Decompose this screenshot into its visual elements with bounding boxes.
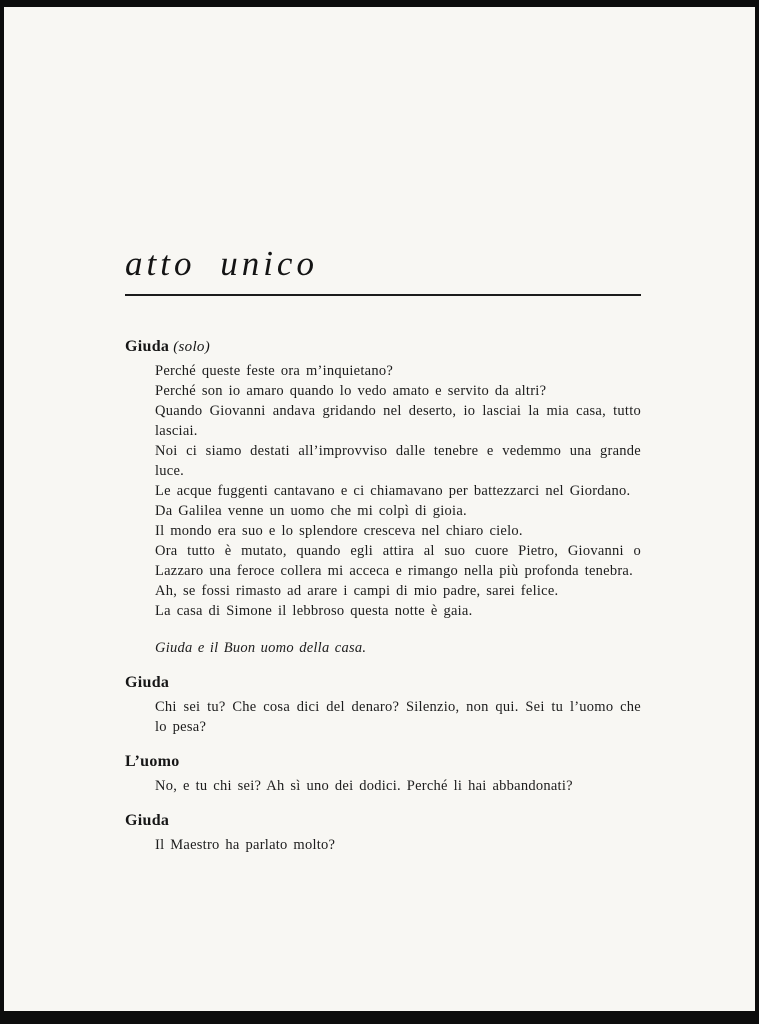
speech-paragraph: No, e tu chi sei? Ah sì uno dei dodici. Perché li hai abbandonati?: [155, 777, 573, 794]
speech-paragraph: La casa di Simone il lebbroso questa notte è gaia.: [155, 602, 473, 619]
speech-paragraph: Chi sei tu? Che cosa dici del denaro? Silenzio, non qui. Sei tu l’uomo che lo pesa?: [155, 698, 641, 735]
speech-block: [125, 674, 641, 737]
stage-direction: Giuda e il Buon uomo della casa.: [155, 639, 367, 656]
speech-block: [125, 753, 641, 796]
speech-paragraphs: [155, 361, 641, 621]
act-title: atto unico: [125, 244, 318, 283]
speaker-name: Giuda (solo): [125, 337, 211, 355]
speech-paragraphs: [155, 835, 641, 855]
speech-paragraph: Ora tutto è mutato, quando egli attira al suo cuore Pietro, Giovanni o Lazzaro una feroce collera mi acceca e rimango nella più profonda tenebra.: [155, 542, 641, 579]
speech-block: [125, 338, 641, 621]
speech-paragraph: Da Galilea venne un uomo che mi colpì di gioia.: [155, 502, 467, 519]
speech-block: [125, 812, 641, 855]
speaker-name: Giuda: [125, 811, 170, 829]
speaker-name: Giuda: [125, 673, 170, 691]
text-column: [125, 7, 641, 855]
speech-paragraph: Ah, se fossi rimasto ad arare i campi di mio padre, sarei felice.: [155, 582, 559, 599]
book-page: [4, 7, 755, 1011]
speaker-note: (solo): [169, 338, 211, 355]
speech-paragraph: Il Maestro ha parlato molto?: [155, 836, 336, 853]
speech-paragraph: Noi ci siamo destati all’improvviso dalle tenebre e vedemmo una grande luce.: [155, 442, 641, 479]
speech-paragraph: Il mondo era suo e lo splendore cresceva nel chiaro cielo.: [155, 522, 523, 539]
dialogue-blocks: [125, 338, 641, 855]
speech-paragraph: Le acque fuggenti cantavano e ci chiamavano per battezzarci nel Giordano.: [155, 482, 631, 499]
speech-paragraph: Perché son io amaro quando lo vedo amato e servito da altri?: [155, 382, 547, 399]
speech-paragraph: Perché queste feste ora m’inquietano?: [155, 362, 393, 379]
speech-paragraphs: [155, 697, 641, 737]
speech-paragraphs: [155, 776, 641, 796]
title-rule: [125, 294, 641, 296]
speaker-name: L’uomo: [125, 752, 180, 770]
speech-paragraph: Quando Giovanni andava gridando nel deserto, io lasciai la mia casa, tutto lasciai.: [155, 402, 641, 439]
